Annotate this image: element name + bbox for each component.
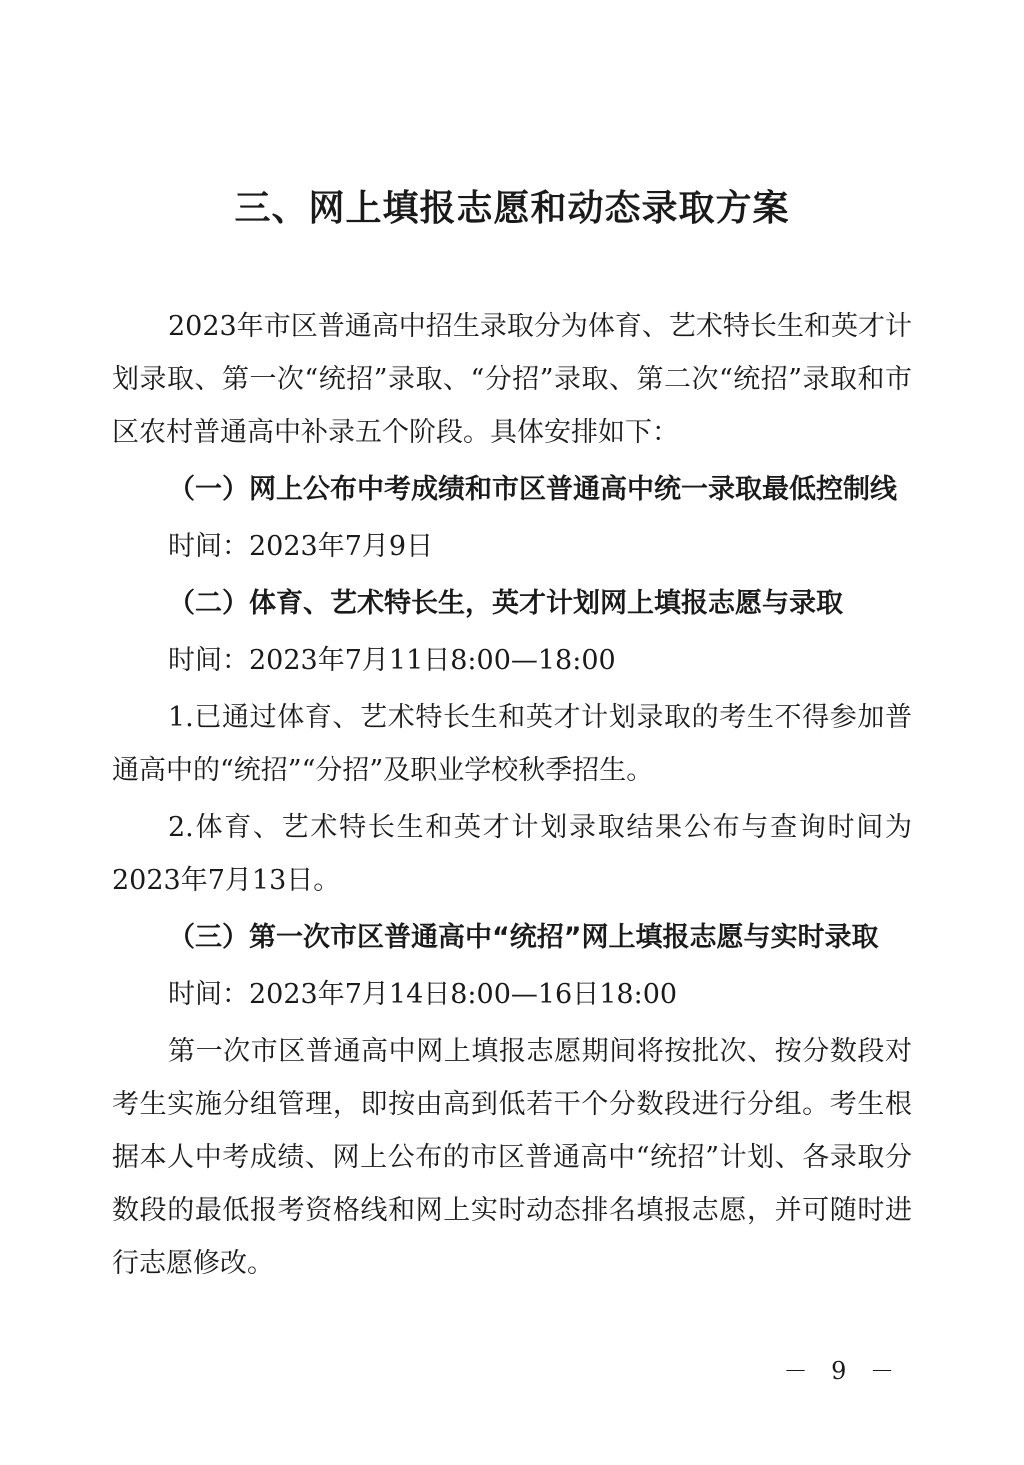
intro-paragraph: 2023年市区普通高中招生录取分为体育、艺术特长生和英才计划录取、第一次“统招”录取、“分招”录取、第二次“统招”录取和市区农村普通高中补录五个阶段。具体安排如下： bbox=[112, 311, 912, 448]
description-paragraph: 第一次市区普通高中网上填报志愿期间将按批次、按分数段对考生实施分组管理，即按由高到低若干个分数段进行分组。考生根据本人中考成绩、网上公布的市区普通高中“统招”计划、各录取分数段的最低报考资格线和网上实时动态排名填报志愿，并可随时进行志愿修改。 bbox=[112, 1036, 912, 1279]
page-number: － 9 － bbox=[783, 1357, 902, 1385]
section-title: 三、网上填报志愿和动态录取方案 bbox=[234, 188, 790, 229]
time-3: 时间：2023年7月14日8:00—16日18:00 bbox=[168, 979, 678, 1010]
note-1: 1.已通过体育、艺术特长生和英才计划录取的考生不得参加普通高中的“统招”“分招”及职业学校秋季招生。 bbox=[112, 702, 912, 786]
document-body bbox=[112, 300, 912, 1294]
subheading-3: （三）第一次市区普通高中“统招”网上填报志愿与实时录取 bbox=[168, 922, 879, 953]
subheading-2: （二）体育、艺术特长生，英才计划网上填报志愿与录取 bbox=[168, 588, 843, 619]
note-2: 2.体育、艺术特长生和英才计划录取结果公布与查询时间为2023年7月13日。 bbox=[112, 812, 912, 896]
time-2: 时间：2023年7月11日8:00—18:00 bbox=[168, 645, 616, 676]
subheading-1: （一）网上公布中考成绩和市区普通高中统一录取最低控制线 bbox=[168, 474, 897, 505]
time-1: 时间：2023年7月9日 bbox=[168, 531, 434, 562]
